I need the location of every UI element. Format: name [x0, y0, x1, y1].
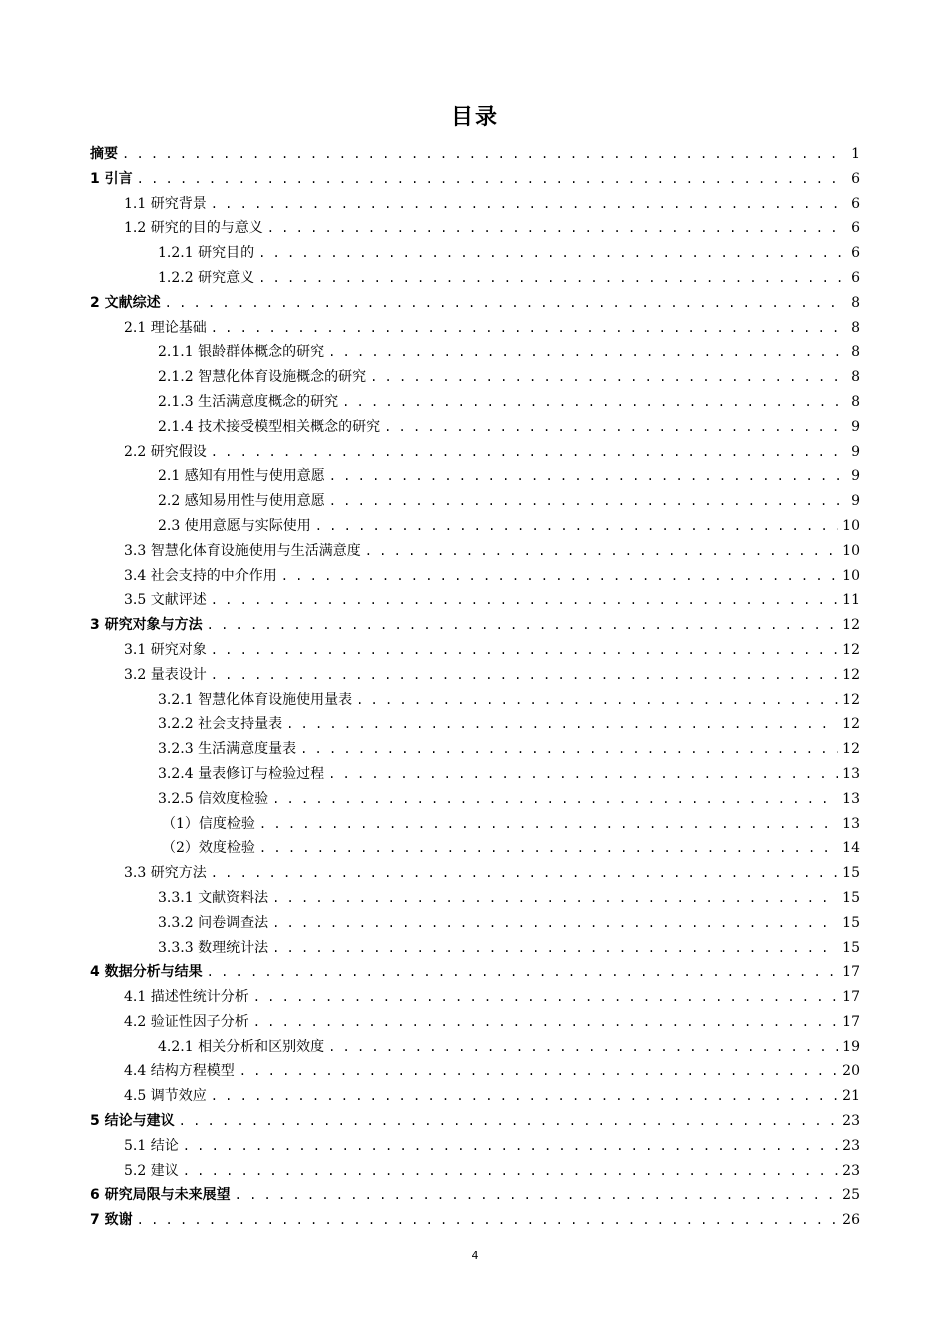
toc-entry-page: 12 [842, 741, 860, 758]
toc-entry-page: 12 [842, 666, 860, 683]
toc-entry[interactable] [90, 613, 860, 638]
toc-entry-label: 3.4 社会支持的中介作用 [124, 567, 277, 584]
toc-entry[interactable] [90, 688, 860, 713]
toc-entry-page: 6 [851, 170, 860, 187]
toc-entry-label: 6 研究局限与未来展望 [90, 1187, 231, 1204]
toc-entry-label: 2.2 感知易用性与使用意愿 [158, 493, 325, 510]
toc-entry-label: 摘要 [90, 146, 118, 162]
toc-entry[interactable] [90, 985, 860, 1010]
toc-entry-page: 17 [842, 1013, 860, 1030]
toc-entry-page: 17 [842, 964, 860, 981]
toc-entry-page: 23 [842, 1137, 860, 1154]
toc-entry-page: 23 [842, 1162, 860, 1179]
toc-dot-leader [211, 861, 838, 886]
toc-dot-leader [211, 1084, 838, 1109]
toc-entry-page: 15 [842, 865, 860, 882]
toc-entry[interactable] [90, 663, 860, 688]
toc-dot-leader [272, 787, 838, 812]
toc-entry[interactable] [90, 464, 860, 489]
toc-entry-label: 5.2 建议 [124, 1162, 179, 1179]
toc-entry-page: 14 [842, 840, 860, 857]
toc-entry[interactable] [90, 1084, 860, 1109]
toc-entry-page: 26 [842, 1212, 860, 1229]
toc-dot-leader [211, 440, 842, 465]
toc-entry[interactable] [90, 588, 860, 613]
toc-entry-page: 12 [842, 691, 860, 708]
toc-entry[interactable] [90, 1109, 860, 1134]
toc-entry-label: 3.2.2 社会支持量表 [158, 716, 283, 733]
toc-dot-leader [211, 663, 838, 688]
toc-dot-leader [365, 539, 838, 564]
toc-entry[interactable] [90, 514, 860, 539]
toc-entry[interactable] [90, 960, 860, 985]
toc-dot-leader [211, 316, 842, 341]
toc-dot-leader [259, 812, 838, 837]
toc-entry-label: 3.5 文献评述 [124, 592, 207, 609]
toc-dot-leader [384, 415, 842, 440]
toc-entry-label: 4.4 结构方程模型 [124, 1063, 235, 1080]
toc-entry[interactable] [90, 241, 860, 266]
toc-entry-page: 13 [842, 765, 860, 782]
toc-entry[interactable] [90, 216, 860, 241]
toc-dot-leader [211, 588, 838, 613]
toc-entry-label: 3.2.1 智慧化体育设施使用量表 [158, 691, 353, 708]
toc-entry-label: 3.2.4 量表修订与检验过程 [158, 765, 325, 782]
toc-entry-page: 20 [842, 1063, 860, 1080]
toc-entry-page: 10 [842, 542, 860, 559]
toc-entry-label: 2.3 使用意愿与实际使用 [158, 517, 311, 534]
toc-dot-leader [259, 836, 838, 861]
toc-entry-label: 3 研究对象与方法 [90, 617, 203, 634]
toc-entry[interactable] [90, 886, 860, 911]
toc-dot-leader [315, 514, 838, 539]
toc-dot-leader [137, 167, 842, 192]
toc-entry[interactable] [90, 1035, 860, 1060]
toc-entry-label: 3.3.1 文献资料法 [158, 889, 269, 906]
toc-dot-leader [267, 216, 842, 241]
toc-dot-leader [272, 936, 838, 961]
toc-dot-leader [235, 1183, 839, 1208]
toc-dot-leader [258, 241, 842, 266]
toc-entry-label: 5 结论与建议 [90, 1113, 175, 1130]
toc-dot-leader [122, 142, 842, 167]
toc-entry-page: 19 [842, 1038, 860, 1055]
toc-dot-leader [253, 985, 838, 1010]
toc-dot-leader [329, 489, 842, 514]
toc-entry[interactable] [90, 762, 860, 787]
toc-entry-page: 8 [851, 393, 860, 410]
toc-entry[interactable] [90, 539, 860, 564]
toc-entry[interactable] [90, 489, 860, 514]
toc-dot-leader [272, 886, 838, 911]
toc-entry-page: 6 [851, 269, 860, 286]
toc-entry[interactable] [90, 440, 860, 465]
toc-dot-leader [342, 390, 842, 415]
toc-entry[interactable] [90, 1208, 860, 1233]
page-number: 4 [471, 1249, 479, 1262]
toc-entry[interactable] [90, 1134, 860, 1159]
toc-entry-page: 8 [851, 369, 860, 386]
toc-entry[interactable] [90, 1010, 860, 1035]
toc-entry-page: 25 [842, 1187, 860, 1204]
toc-entry-label: 4.1 描述性统计分析 [124, 989, 249, 1006]
toc-entry-label: 2 文献综述 [90, 294, 161, 311]
toc-entry[interactable] [90, 192, 860, 217]
toc-entry-page: 6 [851, 245, 860, 262]
toc-entry-label: 4.5 调节效应 [124, 1088, 207, 1105]
toc-dot-leader [300, 737, 838, 762]
toc-entry-page: 21 [842, 1088, 860, 1105]
toc-entry-label: 4 数据分析与结果 [90, 964, 203, 981]
toc-entry[interactable] [90, 638, 860, 663]
toc-entry-label: 2.1.4 技术接受模型相关概念的研究 [158, 418, 381, 435]
toc-entry-label: 1.2 研究的目的与意义 [124, 220, 263, 237]
toc-entry[interactable] [90, 340, 860, 365]
toc-entry-page: 12 [842, 641, 860, 658]
toc-entry[interactable] [90, 266, 860, 291]
toc-entry-page: 8 [851, 294, 860, 311]
toc-entry-label: 3.3 智慧化体育设施使用与生活满意度 [124, 542, 361, 559]
toc-dot-leader [328, 1035, 838, 1060]
toc-entry[interactable] [90, 911, 860, 936]
toc-entry-label: 3.3 研究方法 [124, 865, 207, 882]
toc-dot-leader [328, 762, 838, 787]
table-of-contents [90, 142, 860, 1233]
toc-entry-label: 4.2.1 相关分析和区别效度 [158, 1038, 325, 1055]
toc-entry[interactable] [90, 1159, 860, 1184]
toc-entry-label: 2.1 理论基础 [124, 319, 207, 336]
toc-entry[interactable] [90, 291, 860, 316]
toc-dot-leader [239, 1059, 838, 1084]
toc-entry-label: 3.2.3 生活满意度量表 [158, 741, 297, 758]
toc-entry-label: （1）信度检验 [162, 815, 255, 832]
toc-entry[interactable] [90, 737, 860, 762]
toc-dot-leader [207, 613, 839, 638]
toc-entry[interactable] [90, 167, 860, 192]
toc-entry[interactable] [90, 812, 860, 837]
toc-dot-leader [165, 291, 842, 316]
toc-entry[interactable] [90, 316, 860, 341]
toc-entry-label: 3.3.3 数理统计法 [158, 939, 269, 956]
toc-entry[interactable] [90, 564, 860, 589]
toc-entry-label: 2.1.3 生活满意度概念的研究 [158, 393, 339, 410]
toc-dot-leader [329, 464, 842, 489]
toc-dot-leader [272, 911, 838, 936]
toc-entry-label: 4.2 验证性因子分析 [124, 1013, 249, 1030]
toc-entry-page: 13 [842, 790, 860, 807]
toc-entry-label: 3.1 研究对象 [124, 641, 207, 658]
toc-entry-label: 2.1.2 智慧化体育设施概念的研究 [158, 369, 367, 386]
toc-entry-page: 9 [851, 493, 860, 510]
toc-entry-label: 1 引言 [90, 170, 133, 187]
toc-entry-page: 15 [842, 939, 860, 956]
toc-entry-label: 2.1 感知有用性与使用意愿 [158, 468, 325, 485]
toc-entry-page: 9 [851, 443, 860, 460]
toc-dot-leader [183, 1159, 838, 1184]
toc-entry-page: 13 [842, 815, 860, 832]
toc-entry[interactable] [90, 1059, 860, 1084]
toc-dot-leader [207, 960, 839, 985]
toc-entry-label: 3.3.2 问卷调查法 [158, 914, 269, 931]
toc-entry-page: 8 [851, 344, 860, 361]
toc-entry-label: 3.2.5 信效度检验 [158, 790, 269, 807]
toc-dot-leader [211, 638, 838, 663]
toc-entry-label: 1.2.1 研究目的 [158, 245, 255, 262]
toc-entry[interactable] [90, 365, 860, 390]
toc-entry[interactable] [90, 415, 860, 440]
toc-dot-leader [281, 564, 838, 589]
toc-dot-leader [253, 1010, 838, 1035]
toc-entry-label: （2）效度检验 [162, 840, 255, 857]
toc-entry-page: 6 [851, 195, 860, 212]
toc-entry[interactable] [90, 836, 860, 861]
toc-dot-leader [286, 712, 838, 737]
toc-entry-label: 1.2.2 研究意义 [158, 269, 255, 286]
toc-entry-label: 2.2 研究假设 [124, 443, 207, 460]
toc-entry-page: 12 [842, 617, 860, 634]
toc-entry[interactable] [90, 390, 860, 415]
toc-dot-leader [370, 365, 842, 390]
toc-entry-label: 3.2 量表设计 [124, 666, 207, 683]
toc-entry-page: 17 [842, 989, 860, 1006]
toc-dot-leader [137, 1208, 839, 1233]
toc-entry-page: 23 [842, 1113, 860, 1130]
toc-entry-page: 10 [842, 517, 860, 534]
toc-entry[interactable] [90, 861, 860, 886]
toc-entry[interactable] [90, 936, 860, 961]
toc-entry-label: 2.1.1 银龄群体概念的研究 [158, 344, 325, 361]
toc-dot-leader [356, 688, 838, 713]
toc-entry[interactable] [90, 142, 860, 167]
toc-entry-page: 10 [842, 567, 860, 584]
toc-entry-label: 5.1 结论 [124, 1137, 179, 1154]
toc-dot-leader [258, 266, 842, 291]
toc-entry-page: 9 [851, 468, 860, 485]
toc-title: 目录 [450, 105, 499, 130]
toc-entry-page: 9 [851, 418, 860, 435]
toc-entry-page: 1 [851, 146, 860, 162]
toc-entry-page: 15 [842, 914, 860, 931]
toc-dot-leader [211, 192, 842, 217]
toc-entry-page: 12 [842, 716, 860, 733]
toc-entry[interactable] [90, 712, 860, 737]
toc-entry-page: 8 [851, 319, 860, 336]
toc-entry-label: 7 致谢 [90, 1212, 133, 1229]
toc-entry[interactable] [90, 1183, 860, 1208]
toc-dot-leader [183, 1134, 838, 1159]
toc-dot-leader [179, 1109, 839, 1134]
toc-entry-label: 1.1 研究背景 [124, 195, 207, 212]
toc-entry-page: 6 [851, 220, 860, 237]
toc-entry[interactable] [90, 787, 860, 812]
toc-entry-page: 11 [842, 592, 860, 609]
toc-entry-page: 15 [842, 889, 860, 906]
toc-dot-leader [328, 340, 842, 365]
